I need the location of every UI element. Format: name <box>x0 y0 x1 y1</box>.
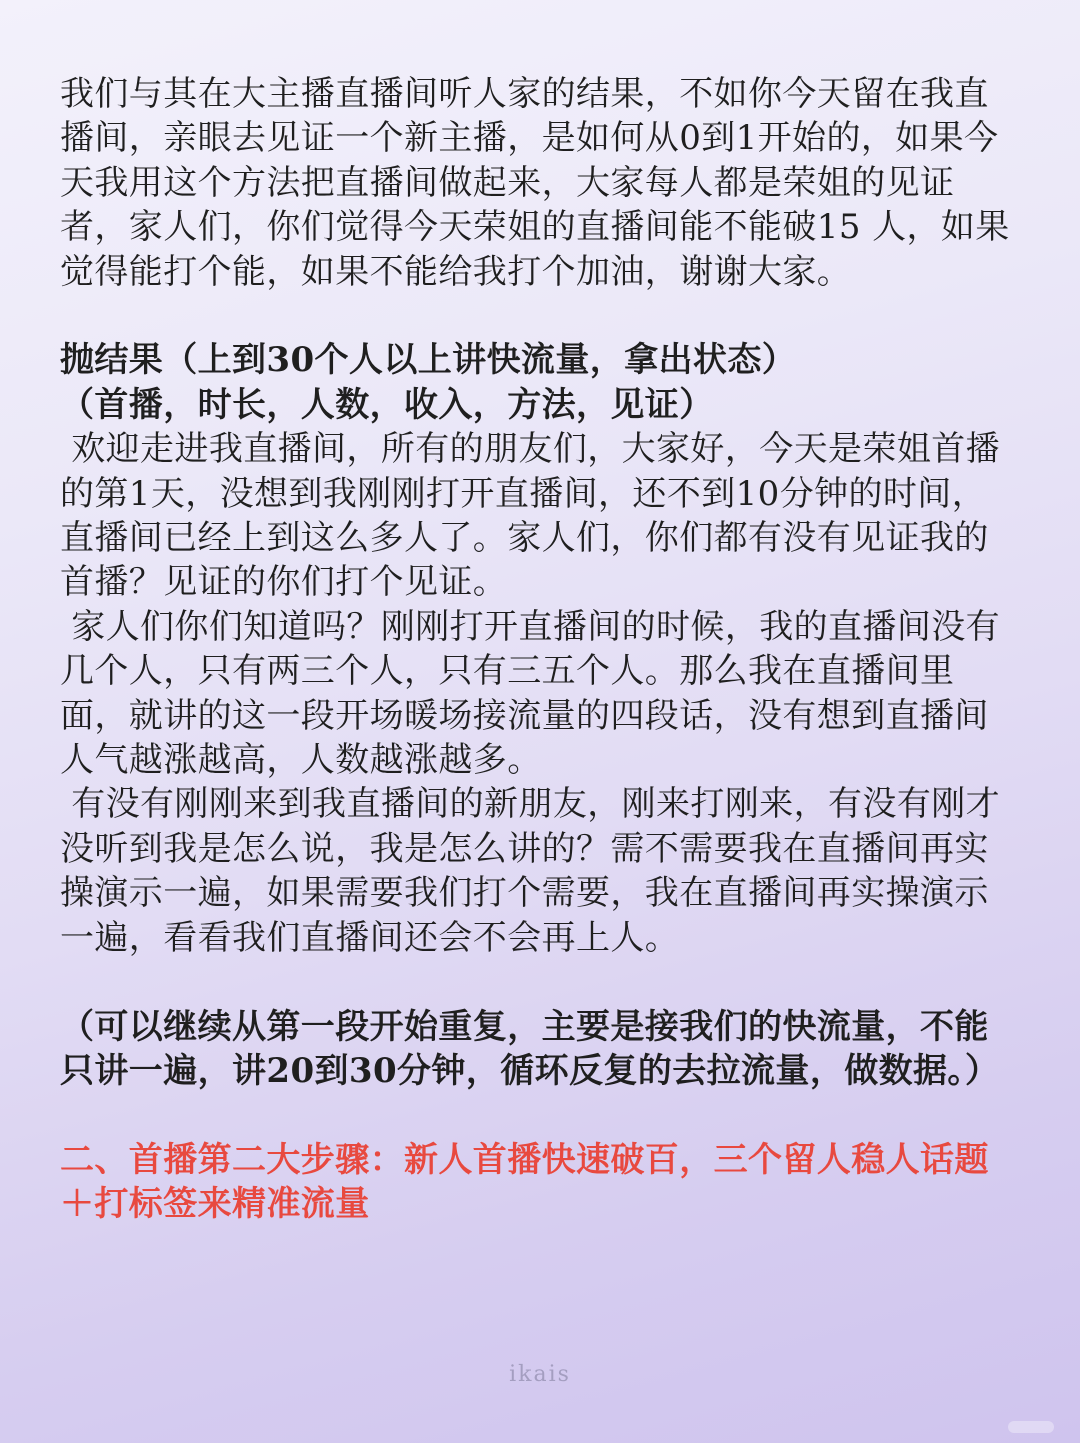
corner-logo-icon <box>1008 1421 1054 1433</box>
watermark-text: ikais <box>509 1362 571 1387</box>
section-title: 二、首播第二大步骤：新人首播快速破百，三个留人稳人话题＋打标签来精准流量 <box>60 1139 989 1225</box>
repeat-note: （可以继续从第一段开始重复，主要是接我们的快流量，不能只讲一遍，讲20到30分钟，循环反复的去拉流量，做数据。） <box>60 1006 1000 1091</box>
story-paragraph: 家人们你们知道吗？刚刚打开直播间的时候，我的直播间没有几个人，只有两三个人，只有三五个人。那么我在直播间里面，就讲的这一段开场暖场接流量的四段话，没有想到直播间人气越涨越高，人数越涨越多。 <box>60 606 1001 781</box>
result-heading: 抛结果（上到30个人以上讲快流量，拿出状态） <box>60 340 797 381</box>
spacer <box>60 960 1020 1004</box>
intro-paragraph: 我们与其在大主播直播间听人家的结果，不如你今天留在我直播间，亲眼去见证一个新主播，是如何从0到1开始的，如果今天我用这个方法把直播间做起来，大家每人都是荣姐的见证者，家人们，你们觉得今天荣姐的直播间能不能破15 人，如果觉得能打个能，如果不能给我打个加油，谢谢大家。 <box>60 74 1010 292</box>
demo-paragraph: 有没有刚刚来到我直播间的新朋友，刚来打刚来，有没有刚才没听到我是怎么说，我是怎么讲的？需不需要我在直播间再实操演示一遍，如果需要我们打个需要，我在直播间再实操演示一遍，看看我们直播间还会不会再上人。 <box>60 784 1001 958</box>
spacer <box>60 294 1020 338</box>
spacer <box>60 1093 1020 1137</box>
document-body <box>60 72 1020 1227</box>
result-subheading: （首播，时长，人数，收入，方法，见证） <box>60 384 714 425</box>
welcome-paragraph: 欢迎走进我直播间，所有的朋友们，大家好，今天是荣姐首播的第1天，没想到我刚刚打开直播间，还不到10分钟的时间，直播间已经上到这么多人了。家人们，你们都有没有见证我的首播？见证的你们打个见证。 <box>60 429 1001 603</box>
